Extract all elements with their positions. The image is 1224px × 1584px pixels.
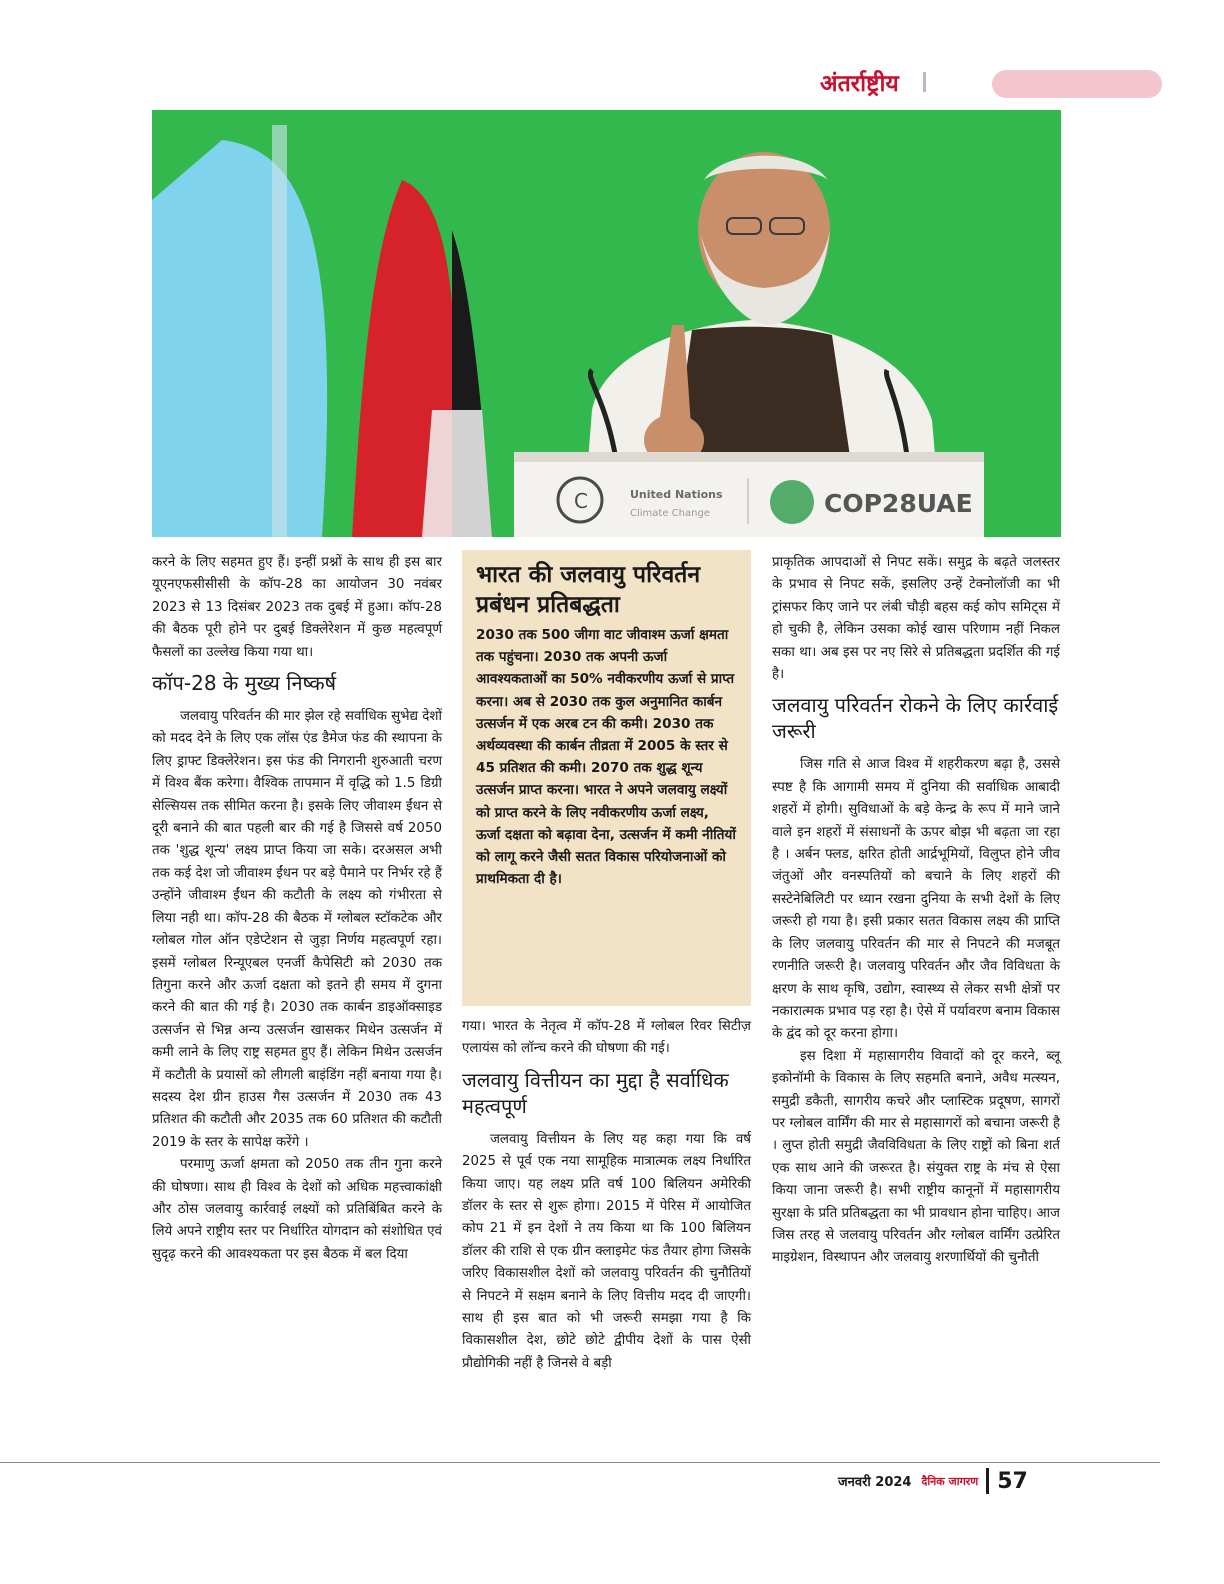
paragraph: जिस गति से आज विश्व में शहरीकरण बढ़ा है, उससे स्पष्ट है कि आगामी समय में दुनिया की सर्वाधिक आबादी शहरों में होगी। सुविधाओं के बड़े केन्द्र के रूप में माने जाने वाले इन शहरों में संसाधनों के ऊपर बोझ भी बढ़ता जा रहा है । अर्बन फ्लड, क्षरित होती आर्द्रभूमियों, विलुप्त होने जीव जंतुओं और वनस्पतियों को बचाने के लिए शहरों की सस्टेनेबिलिटी पर ध्यान रखना दुनिया के सभी देशों के लिए जरूरी हो गया है। इसी प्रकार सतत विकास लक्ष्य की प्राप्ति के लिए जलवायु परिवर्तन की मार से निपटने की मजबूत रणनीति जरूरी है। जलवायु परिवर्तन और जैव विविधता के क्षरण के साथ कृषि, उद्योग, स्वास्थ्य से लेकर सभी क्षेत्रों पर नकारात्मक प्रभाव पड़ रहा है। ऐसे में पर्यावरण बनाम विकास के द्वंद को दूर करना होगा।	[772, 757, 1060, 1042]
subheading: जलवायु वित्तीयन का मुद्दा है सर्वाधिक महत्वपूर्ण	[462, 1067, 729, 1118]
subheading: जलवायु परिवर्तन रोकने के लिए कार्रवाई जरूरी	[772, 693, 1059, 744]
paragraph: गया। भारत के नेतृत्व में कॉप-28 में ग्लोबल रिवर सिटीज़ एलायंस को लॉन्च करने की घोषणा की गई।	[462, 1019, 751, 1057]
box-body: 2030 तक 500 जीगा वाट जीवाश्म ऊर्जा क्षमता तक पहुंचना। 2030 तक अपनी ऊर्जा आवश्यकताओं का 50% नवीकरणीय ऊर्जा से प्राप्त करना। अब से 2030 तक कुल अनुमानित कार्बन उत्सर्जन में एक अरब टन की कमी। 2030 तक अर्थव्यवस्था की कार्बन तीव्रता में 2005 के स्तर से 45 प्रतिशत की कमी। 2070 तक शुद्ध शून्य उत्सर्जन प्राप्त करना। भारत ने अपने जलवायु लक्ष्यों को प्राप्त करने के लिए नवीकरणीय ऊर्जा लक्ष्य, ऊर्जा दक्षता को बढ़ावा देना, उत्सर्जन में कमी नीतियों को लागू करने जैसी सतत विकास परियोजनाओं को प्राथमिकता दी है।	[476, 627, 736, 888]
paragraph: इस दिशा में महासागरीय विवादों को दूर करने, ब्लू इकोनॉमी के विकास के लिए सहमति बनाने, अवैध मत्स्यन, समुद्री डकैती, सागरीय कचरे और प्लास्टिक प्रदूषण, सागरों पर ग्लोबल वार्मिंग की मार से महासागरों को बचाना जरूरी है । लुप्त होती समुद्री जैवविविधता के लिए राष्ट्रों को बिना शर्त एक साथ आने की जरूरत है। संयुक्त राष्ट्र के मंच से ऐसा किया जाना जरूरी है। सभी राष्ट्रीय कानूनों में महासागरीय सुरक्षा के प्रति प्रतिबद्धता का भी प्रावधान होना चाहिए। आज जिस तरह से जलवायु परिवर्तन और ग्लोबल वार्मिंग उत्प्रेरित माइग्रेशन, विस्थापन और जलवायु शरणार्थियों की चुनौती	[772, 1048, 1060, 1266]
article-photo	[152, 110, 1061, 537]
svg-text:C: C	[574, 489, 588, 513]
publication-brand: दैनिक जागरण	[921, 1474, 979, 1488]
article-column-1	[152, 552, 442, 1266]
podium-un-text: United Nations	[630, 488, 723, 501]
page-footer	[838, 1466, 1028, 1496]
header-decoration-pill	[992, 70, 1162, 98]
issue-date: जनवरी 2024	[838, 1475, 912, 1490]
page-number: 57	[997, 1468, 1028, 1494]
box-title: भारत की जलवायु परिवर्तन प्रबंधन प्रतिबद्धता	[476, 562, 701, 618]
paragraph: परमाणु ऊर्जा क्षमता को 2050 तक तीन गुना करने की घोषणा। साथ ही विश्व के देशों को अधिक महत्त्वाकांक्षी और ठोस जलवायु कार्रवाई लक्ष्यों को प्रतिबिंबित करने के लिये अपने राष्ट्रीय स्तर पर निर्धारित योगदान को संशोधित एवं सुदृढ़ करने की आवश्यकता पर इस बैठक में बल दिया	[152, 1157, 442, 1262]
paragraph: जलवायु वित्तीयन के लिए यह कहा गया कि वर्ष 2025 से पूर्व एक नया सामूहिक मात्रात्मक लक्ष्य निर्धारित किया जाए। यह लक्ष्य प्रति वर्ष 100 बिलियन अमेरिकी डॉलर के स्तर से शुरू होगा। 2015 में पेरिस में आयोजित कोप 21 में इन देशों ने तय किया था कि 100 बिलियन डॉलर की राशि से एक ग्रीन क्लाइमेट फंड तैयार होगा जिसके जरिए विकासशील देशों को जलवायु परिवर्तन की चुनौतियों से निपटने में सक्षम बनाने के लिए वित्तीय मदद दी जाएगी। साथ ही इस बात को भी जरूरी समझा गया है कि विकासशील देश, छोटे छोटे द्वीपीय देशों के पास ऐसी प्रौद्योगिकी नहीं है जिनसे वे बड़ी	[462, 1131, 751, 1371]
section-label: अंतर्राष्ट्रीय	[820, 71, 899, 97]
paragraph: करने के लिए सहमत हुए हैं। इन्हीं प्रश्नों के साथ ही इस बार यूएनएफसीसीसी के कॉप-28 का आयोजन 30 नवंबर 2023 से 13 दिसंबर 2023 तक दुबई में हुआ। कॉप-28 की बैठक पूरी होने पर दुबई डिक्लेरेशन में कुछ महत्वपूर्ण फैसलों का उल्लेख किया गया था।	[152, 555, 442, 660]
article-column-2	[462, 1016, 751, 1375]
subheading: कॉप-28 के मुख्य निष्कर्ष	[152, 671, 337, 696]
footer-rule	[0, 1462, 1160, 1463]
section-header	[820, 66, 926, 98]
india-commitment-box	[462, 550, 751, 1006]
cop28-globe-logo	[770, 480, 814, 524]
paragraph: जलवायु परिवर्तन की मार झेल रहे सर्वाधिक सुभेद्य देशों को मदद देने के लिए एक लॉस एंड डैमेज फंड की स्थापना के लिए ड्राफ्ट डिक्लेरेशन। इस फंड की निगरानी शुरुआती चरण में विश्व बैंक करेगा। वैश्विक तापमान में वृद्धि को 1.5 डिग्री सेल्सियस तक सीमित करना है। इसके लिए जीवाश्म ईंधन से दूरी बनाने की बात पहली बार की गई है जिससे वर्ष 2050 तक 'शुद्ध शून्य' लक्ष्य प्राप्त किया जा सके। दरअसल अभी तक कई देश जो जीवाश्म ईंधन पर बड़े पैमाने पर निर्भर रहे हैं उन्होंने जीवाश्म ईंधन की कटौती के लक्ष्य को गंभीरता से लिया नही था। कॉप-28 की बैठक में ग्लोबल स्टॉकटेक और ग्लोबल गोल ऑन एडेप्टेशन से जुड़ा निर्णय महत्वपूर्ण रहा। इसमें ग्लोबल रिन्यूएबल एनर्जी कैपेसिटी को 2030 तक तिगुना करने और ऊर्जा दक्षता को इतने ही समय में दुगना करने की बात की गई है। 2030 तक कार्बन डाइऑक्साइड उत्सर्जन से भिन्न अन्य उत्सर्जन खासकर मिथेन उत्सर्जन में कमी लाने के लिए राष्ट्र सहमत हुए हैं। लेकिन मिथेन उत्सर्जन में कटौती के प्रयासों को लीगली बाइंडिंग नहीं बनाया गया है। सदस्य देश ग्रीन हाउस गैस उत्सर्जन में 2030 तक 43 प्रतिशत की कटौती और 2035 तक 60 प्रतिशत की कटौती 2019 के स्तर के सापेक्ष करेंगे ।	[152, 709, 442, 1150]
article-column-3	[772, 552, 1060, 1270]
podium-un-subtext: Climate Change	[630, 508, 710, 519]
paragraph: प्राकृतिक आपदाओं से निपट सकें। समुद्र के बढ़ते जलस्तर के प्रभाव से निपट सकें, इसलिए उन्हें टेक्नोलॉजी का भी ट्रांसफर किए जाने पर लंबी चौड़ी बहस कई कोप समिट्स में हो चुकी है, लेकिन उसका कोई खास परिणाम नहीं निकल सका था। अब इस पर नए सिरे से प्रतिबद्धता प्रदर्शित की गई है।	[772, 555, 1060, 683]
section-divider	[923, 72, 926, 92]
footer-divider	[986, 1468, 989, 1494]
podium-cop28-text: COP28UAE	[824, 489, 973, 518]
